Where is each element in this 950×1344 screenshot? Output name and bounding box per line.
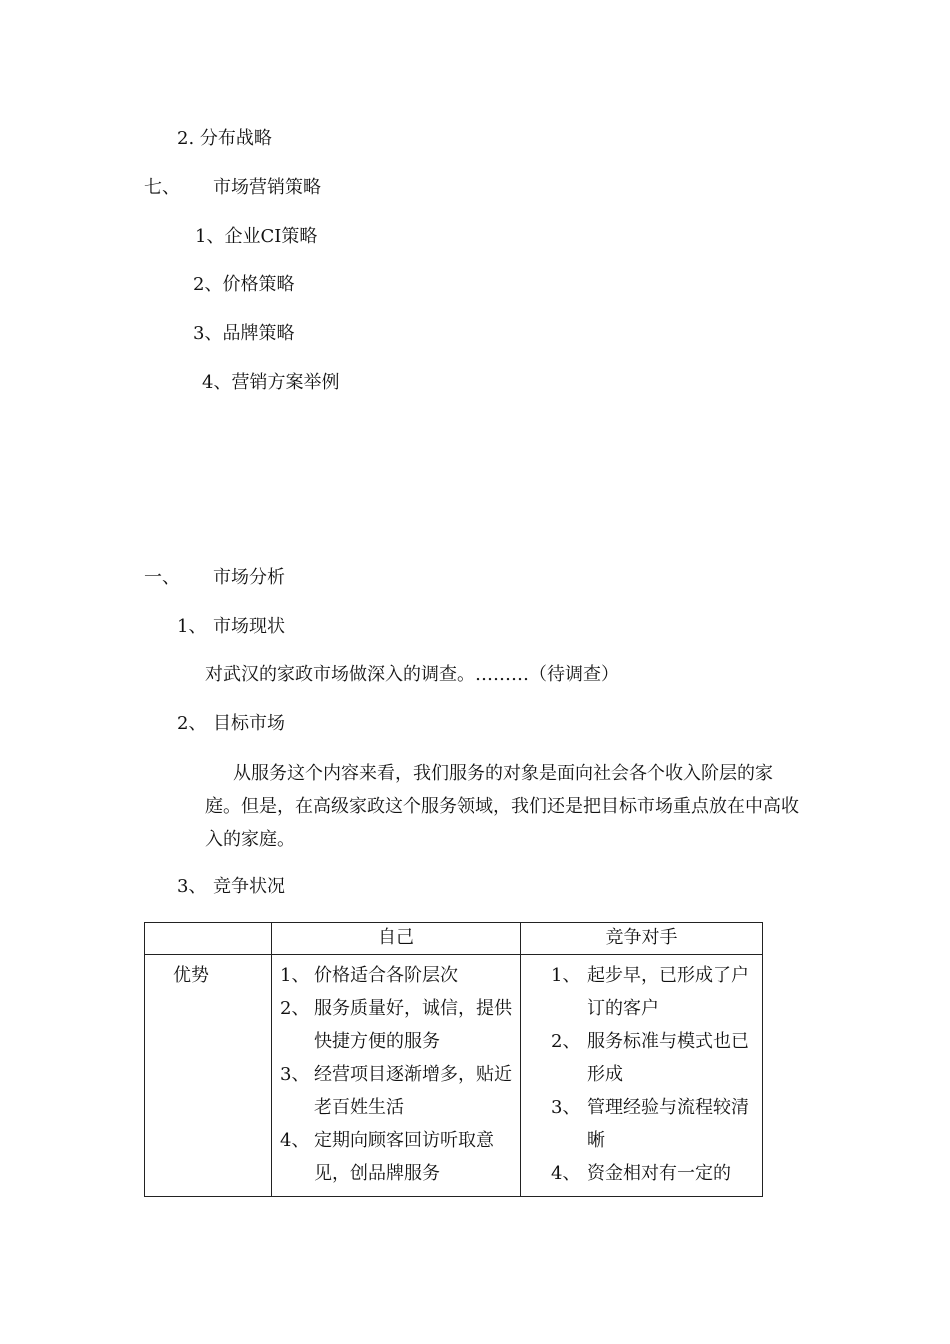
outline-item-distribution: 2. 分布战略 (177, 128, 272, 149)
target-market-body-text: 从服务这个内容来看，我们服务的对象是面向社会各个收入阶层的家庭。但是，在高级家政这个服务领域，我们还是把目标市场重点放在中高收入的家庭。 (205, 763, 799, 850)
market-status-heading (177, 615, 285, 639)
self-advantages-cell (272, 955, 521, 1197)
table-header-row (145, 923, 763, 955)
section-1-heading (144, 566, 285, 590)
list-item: 3、 管理经验与流程较清晰 (551, 1097, 749, 1151)
section-1-title: 市场分析 (213, 567, 285, 588)
list-item: 2、 服务标准与模式也已形成 (551, 1031, 749, 1085)
list-item: 4、 定期向顾客回访听取意见，创品牌服务 (280, 1130, 494, 1184)
market-status-body: 对武汉的家政市场做深入的调查。………（待调查） (205, 664, 619, 685)
row-label-advantage: 优势 (145, 955, 272, 1197)
table-row (145, 955, 763, 1197)
list-item: 4、 资金相对有一定的 (551, 1163, 731, 1184)
outline-sub-3: 3、品牌策略 (193, 323, 295, 344)
target-market-title: 目标市场 (213, 713, 285, 734)
table-header-self: 自己 (272, 923, 521, 955)
outline-sub-1: 1、企业CI策略 (195, 226, 318, 247)
list-item: 1、 价格适合各阶层次 (280, 965, 458, 986)
target-market-body (205, 757, 805, 856)
list-item: 3、 经营项目逐渐增多，贴近老百姓生活 (280, 1064, 512, 1118)
section-1-number: 一、 (144, 567, 180, 588)
market-status-number: 1、 (177, 616, 207, 637)
competition-title: 竞争状况 (213, 876, 285, 897)
competition-table (144, 922, 763, 1197)
list-item: 2、 服务质量好，诚信，提供快捷方便的服务 (280, 998, 512, 1052)
competition-number: 3、 (177, 876, 207, 897)
section-7-number: 七、 (144, 177, 180, 198)
target-market-number: 2、 (177, 713, 207, 734)
market-status-title: 市场现状 (213, 616, 285, 637)
outline-sub-4: 4、营销方案举例 (202, 372, 340, 393)
outline-sub-2: 2、价格策略 (193, 274, 295, 295)
table-header-competitor: 竞争对手 (521, 923, 763, 955)
outline-section-7 (144, 176, 321, 200)
table-header-empty (145, 923, 272, 955)
competitor-advantages-cell (521, 955, 763, 1197)
competition-heading (177, 875, 285, 899)
list-item: 1、 起步早，已形成了户订的客户 (551, 965, 749, 1019)
section-7-title: 市场营销策略 (213, 177, 321, 198)
target-market-heading (177, 712, 285, 736)
